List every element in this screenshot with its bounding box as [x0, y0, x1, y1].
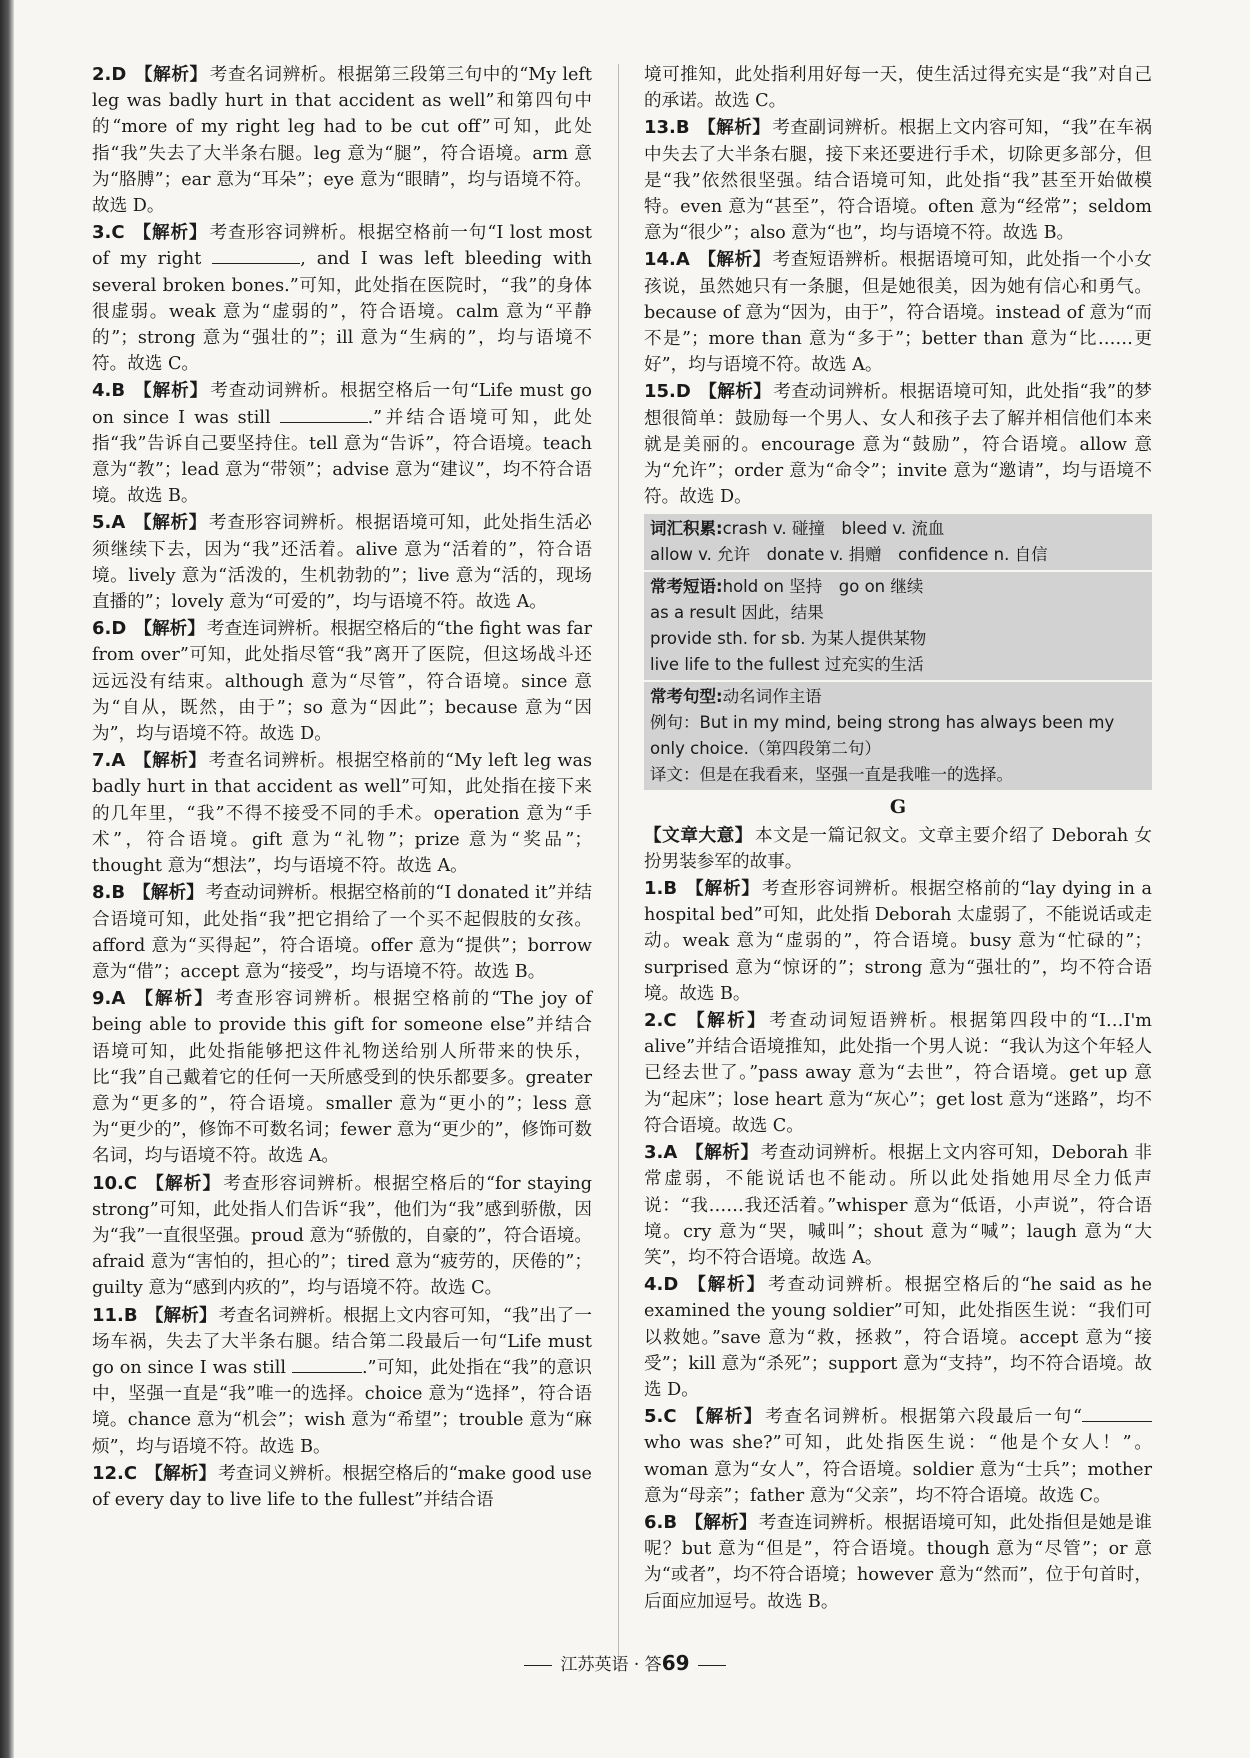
explanation-text: 考查短语辨析。根据语境可知，此处指一个小女孩说，虽然她只有一条腿，但是她很美，因为她有信心和勇气。because of 意为“因为，由于”，符合语境。instead of 意为“而不是”；more than 意为“多于”；better than 意为“比……更好”，均与语境不符。故选 A。 [644, 250, 1152, 376]
analysis-tag: 【解析】 [697, 117, 771, 139]
answer-item-4 [92, 378, 592, 509]
item-number: 12.C [92, 1462, 138, 1484]
vocabulary-line: allow v. 允许 donate v. 捐赠 confidence n. 自信 [650, 545, 1048, 565]
answer-item-2 [92, 62, 592, 219]
analysis-tag: 【解析】 [684, 1010, 768, 1032]
box-label: 常考短语: [650, 577, 723, 597]
answer-item-8 [92, 880, 592, 985]
answer-item-13 [644, 115, 1152, 246]
answer-item-10 [92, 1171, 592, 1302]
column-divider [618, 64, 619, 1664]
answer-item-3 [92, 220, 592, 377]
explanation-text: 考查名词辨析。根据上文内容可知，“我”出了一场车祸，失去了大半条右腿。结合第二段最后一句“Life must go on since I was still [92, 1305, 592, 1378]
analysis-tag: 【解析】 [133, 750, 207, 772]
analysis-tag: 【解析】 [145, 1304, 217, 1326]
answer-item-15 [644, 379, 1152, 510]
explanation-text: 考查副词辨析。根据上文内容可知，“我”在车祸中失去了大半条右腿，接下来还要进行手术，切除更多部分，但是“我”依然很坚强。结合语境可知，此处指“我”甚至开始做模特。even 意为“甚至”，符合语境。often 意为“经常”；seldom 意为“很少”；also 意为“也”，均与语境不符。故选 B。 [644, 118, 1152, 244]
answer-item-g6 [644, 1510, 1152, 1615]
explanation-text: 考查形容词辨析。根据空格前一句“I lost most of my right [92, 223, 592, 270]
analysis-tag: 【解析】 [133, 882, 204, 904]
page-footer [0, 1650, 1250, 1675]
analysis-tag: 【解析】 [697, 249, 771, 271]
analysis-tag: 【解析】 [133, 380, 209, 402]
item-number: 2.D [92, 64, 127, 85]
analysis-tag: 【解析】 [685, 1511, 757, 1533]
analysis-tag: 【解析】 [698, 381, 772, 403]
example-sentence: 例句：But in my mind, being strong has always been my only choice.（第四段第二句） [650, 713, 1115, 759]
page-edge-shadow [0, 0, 14, 1758]
fill-blank [1082, 1407, 1152, 1422]
answer-page [92, 62, 1172, 1682]
analysis-tag: 【解析】 [134, 618, 205, 640]
item-number: 15.D [644, 381, 691, 403]
fill-blank [292, 1358, 362, 1373]
vocabulary-line [650, 516, 1146, 542]
explanation-text: 考查连词辨析。根据空格后的“the fight was far from over”可知，此处指尽管“我”离开了医院，但这场战斗还远远没有结束。although 意为“尽管”，符合语境。since 意为“自从，既然，由于”；so 意为“因此”；because 意为“因为”，均与语境不符。故选 D。 [92, 619, 592, 745]
answer-item-12-continued [644, 62, 1152, 114]
explanation-text: who was she?”可知，此处指医生说：“他是个女人！”。woman 意为“女人”，符合语境。soldier 意为“士兵”；mother 意为“母亲”；father 意为“父亲”，均不符合语境。故选 C。 [644, 1433, 1152, 1506]
answer-item-9 [92, 986, 592, 1169]
footer-dash-left [524, 1665, 552, 1666]
answer-item-g2 [644, 1008, 1152, 1139]
article-summary [644, 823, 1152, 875]
explanation-text: 考查名词辨析。根据第三段第三句中的“My left leg was badly hurt in that accident as well”和第四句中的“more of my right leg had to be cut off”可知，此处指“我”失去了大半条右腿。leg 意为“腿”，符合语境。arm 意为“胳膊”；ear 意为“耳朵”；eye 意为“眼睛”，均与语境不符。故选 D。 [92, 65, 592, 217]
page-number: 69 [661, 1651, 690, 1675]
explanation-text: 考查形容词辨析。根据语境可知，此处指生活必须继续下去，因为“我”还活着。alive 意为“活着的”，符合语境。lively 意为“活泼的，生机勃勃的”；live 意为“活的，现场直播的”；lovely 意为“可爱的”，均与语境不符。故选 A。 [92, 513, 592, 613]
item-number: 4.D [644, 1274, 679, 1296]
explanation-text: 考查动词辨析。根据空格前的“I donated it”并结合语境可知，此处指“我”把它捐给了一个买不起假肢的女孩。afford 意为“买得起”，符合语境。offer 意为“提供”；borrow 意为“借”；accept 意为“接受”，均与语境不符。故选 B。 [92, 883, 592, 982]
vocabulary-box [644, 514, 1152, 570]
analysis-tag: 【解析】 [145, 1462, 217, 1484]
box-text: 动名词作主语 [722, 687, 822, 707]
fill-blank [212, 249, 300, 264]
explanation-text: 考查动词辨析。根据语境可知，此处指“我”的梦想很简单：鼓励每一个男人、女人和孩子去了解并相信他们本来就是美丽的。encourage 意为“鼓励”，符合语境。allow 意为“允许”；order 意为“命令”；invite 意为“邀请”，均与语境不符。故选 D。 [644, 382, 1152, 508]
item-number: 10.C [92, 1172, 138, 1194]
explanation-text: 考查动词辨析。根据空格后的“he said as he examined the young soldier”可知，此处指医生说：“我们可以救她。”save 意为“救，拯救”，符合语境。accept 意为“接受”；kill 意为“杀死”；support 意为“支持”，均不符合语境。故选 D。 [644, 1275, 1152, 1400]
item-number: 14.A [644, 249, 690, 271]
item-number: 3.A [644, 1142, 678, 1164]
phrase-line: live life to the fullest 过充实的生活 [650, 655, 924, 675]
analysis-tag: 【解析】 [685, 1142, 759, 1164]
answer-item-7 [92, 748, 592, 879]
explanation-text: 考查形容词辨析。根据空格前的“The joy of being able to provide this gift for someone else”并结合语境可知，此处指能够把这件礼物送给别人所带来的快乐，比“我”自己戴着它的任何一天所感受到的快乐都要多。greater 意为“更多的”，符合语境。smaller 意为“更小的”；less 意为“更少的”，修饰不可数名词；fewer 意为“更少的”，修饰可数名词，均与语境不符。故选 A。 [92, 989, 592, 1167]
answer-item-g5 [644, 1404, 1152, 1509]
analysis-tag: 【解析】 [134, 64, 208, 85]
item-number: 11.B [92, 1304, 138, 1326]
item-number: 9.A [92, 988, 126, 1010]
item-number: 4.B [92, 380, 126, 402]
phrase-line [650, 574, 1146, 600]
pattern-line [650, 684, 1146, 710]
summary-text: 本文是一篇记叙文。文章主要介绍了 Deborah 女扮男装参军的故事。 [644, 825, 1152, 872]
item-number: 5.A [92, 512, 126, 534]
analysis-tag: 【解析】 [133, 988, 214, 1010]
item-number: 8.B [92, 882, 126, 904]
item-number: 7.A [92, 750, 126, 772]
analysis-tag: 【解析】 [132, 222, 208, 244]
fill-blank [280, 408, 368, 423]
right-column [644, 62, 1152, 1615]
item-number: 3.C [92, 222, 125, 244]
explanation-text: 考查动词辨析。根据上文内容可知，Deborah 非常虚弱，不能说话也不能动。所以此处指她用尽全力低声说：“我……我还活着。”whisper 意为“低语，小声说”，符合语境。cry 意为“哭，喊叫”；shout 意为“喊”；laugh 意为“大笑”，均不符合语境。故选 A。 [644, 1143, 1152, 1268]
answer-item-14 [644, 247, 1152, 378]
explanation-text: 考查连词辨析。根据语境可知，此处指但是她是谁呢？but 意为“但是”，符合语境。though 意为“尽管”；or 意为“或者”，均不符合语境；however 意为“然而”，位于句首时，后面应加逗号。故选 B。 [644, 1512, 1152, 1612]
left-column [92, 62, 592, 1513]
analysis-tag: 【解析】 [133, 512, 208, 534]
explanation-text: 考查词义辨析。根据空格后的“make good use of every day to live life to the fullest”并结合语 [92, 1463, 592, 1510]
analysis-tag: 【解析】 [686, 1274, 767, 1296]
section-heading: G [889, 796, 907, 819]
explanation-text: .”可知，此处指在“我”的意识中，坚强一直是“我”唯一的选择。choice 意为“选择”，符合语境。chance 意为“机会”；wish 意为“希望”；trouble 意为“麻烦”，均与语境不符。故选 B。 [92, 1357, 593, 1457]
item-number: 5.C [644, 1406, 677, 1428]
answer-item-5 [92, 510, 592, 615]
footer-dash-right [698, 1665, 726, 1666]
analysis-tag: 【解析】 [145, 1172, 222, 1194]
phrase-line: as a result 因此，结果 [650, 603, 824, 623]
explanation-text: 考查动词短语辨析。根据第四段中的“I…I'm alive”并结合语境推知，此处指一个男人说：“我认为这个年轻人已经去世了。”pass away 意为“去世”，符合语境。get up 意为“起床”；lose heart 意为“灰心”；get lost 意为“迷路”，均不符合语境。故选 C。 [644, 1011, 1152, 1136]
analysis-tag: 【解析】 [684, 1406, 764, 1428]
sentence-pattern-box [644, 682, 1152, 790]
phrase-box [644, 572, 1152, 680]
answer-item-12 [92, 1461, 592, 1513]
translation-line: 译文：但是在我看来，坚强一直是我唯一的选择。 [650, 765, 1013, 785]
answer-item-g3 [644, 1140, 1152, 1271]
summary-tag: 【文章大意】 [644, 824, 753, 846]
phrase-line: provide sth. for sb. 为某人提供某物 [650, 629, 927, 649]
explanation-text: , and I was left bleeding with several broken bones.”可知，此处指在医院时，“我”的身体很虚弱。weak 意为“虚弱的”，符合语境。calm 意为“平静的”；strong 意为“强壮的”；ill 意为“生病的”，均与语境不符。故选 C。 [92, 249, 592, 375]
explanation-text: 考查名词辨析。根据第六段最后一句“ [765, 1407, 1082, 1428]
box-label: 词汇积累: [650, 519, 723, 539]
box-text: crash v. 碰撞 bleed v. 流血 [722, 519, 945, 539]
footer-subject: 江苏英语 · 答 [560, 1655, 662, 1675]
answer-item-g1 [644, 876, 1152, 1007]
explanation-text: 境可推知，此处指利用好每一天，使生活过得充实是“我”对自己的承诺。故选 C。 [644, 65, 1152, 112]
analysis-tag: 【解析】 [685, 878, 760, 900]
box-label: 常考句型: [650, 687, 723, 707]
explanation-text: 考查形容词辨析。根据空格前的“lay dying in a hospital bed”可知，此处指 Deborah 太虚弱了，不能说话或走动。weak 意为“虚弱的”，符合语境。busy 意为“忙碌的”；surprised 意为“惊讶的”；strong 意为“强壮的”，均不符合语境。故选 B。 [644, 879, 1152, 1004]
explanation-text: 考查动词辨析。根据空格后一句“Life must go on since I was still [92, 381, 592, 428]
explanation-text: .”并结合语境可知，此处指“我”告诉自己要坚持住。tell 意为“告诉”，符合语境。teach 意为“教”；lead 意为“带领”；advise 意为“建议”，均不符合语境。故选 B。 [92, 407, 592, 507]
answer-item-6 [92, 616, 592, 747]
answer-item-g4 [644, 1272, 1152, 1403]
item-number: 6.B [644, 1511, 678, 1533]
box-text: hold on 坚持 go on 继续 [722, 577, 924, 597]
item-number: 6.D [92, 618, 127, 640]
item-number: 2.C [644, 1010, 677, 1032]
explanation-text: 考查形容词辨析。根据空格后的“for staying strong”可知，此处指人们告诉“我”，他们为“我”感到骄傲，因为“我”一直很坚强。proud 意为“骄傲的，自豪的”，符合语境。afraid 意为“害怕的，担心的”；tired 意为“疲劳的，厌倦的”；guilty 意为“感到内疚的”，均与语境不符。故选 C。 [92, 1173, 592, 1299]
answer-item-11 [92, 1303, 592, 1460]
item-number: 1.B [644, 878, 678, 900]
item-number: 13.B [644, 117, 690, 139]
explanation-text: 考查名词辨析。根据空格前的“My left leg was badly hurt in that accident as well”可知，此处指在接下来的几年里，“我”不得不接受不同的手术。operation 意为“手术”，符合语境。gift 意为“礼物”；prize 意为“奖品”；thought 意为“想法”，均与语境不符。故选 A。 [92, 751, 592, 877]
